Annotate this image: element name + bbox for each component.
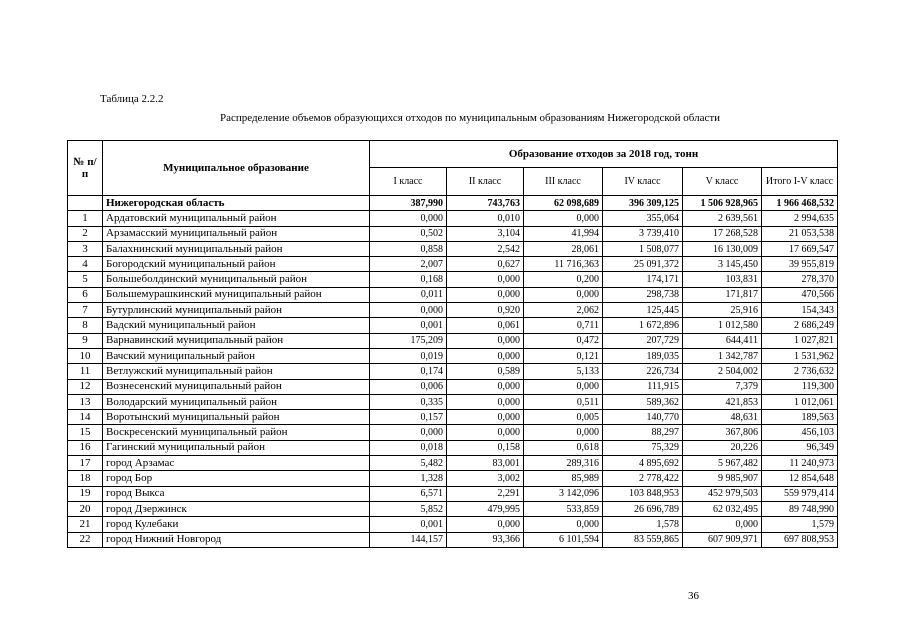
total-value: 1 506 928,965 bbox=[683, 196, 762, 211]
row-value: 0,000 bbox=[447, 379, 524, 394]
row-name: город Нижний Новгород bbox=[103, 532, 370, 547]
header-class-3: III класс bbox=[524, 168, 603, 196]
row-value: 111,915 bbox=[603, 379, 683, 394]
row-value: 4 895,692 bbox=[603, 456, 683, 471]
row-value: 0,005 bbox=[524, 410, 603, 425]
row-number: 5 bbox=[68, 272, 103, 287]
table-title: Распределение объемов образующихся отходов по муниципальным образованиям Нижегородской области bbox=[219, 112, 721, 124]
row-value: 0,001 bbox=[370, 318, 447, 333]
row-value: 0,000 bbox=[683, 517, 762, 532]
row-value: 2 736,632 bbox=[762, 364, 838, 379]
table-row bbox=[68, 303, 838, 318]
row-value: 1 027,821 bbox=[762, 333, 838, 348]
row-number: 6 bbox=[68, 287, 103, 302]
row-value: 0,920 bbox=[447, 303, 524, 318]
table-row bbox=[68, 456, 838, 471]
row-value: 75,329 bbox=[603, 440, 683, 455]
row-number: 3 bbox=[68, 241, 103, 256]
row-name: Вознесенский муниципальный район bbox=[103, 379, 370, 394]
row-value: 0,168 bbox=[370, 272, 447, 287]
row-value: 11 240,973 bbox=[762, 456, 838, 471]
row-value: 0,200 bbox=[524, 272, 603, 287]
row-value: 0,157 bbox=[370, 410, 447, 425]
row-value: 48,631 bbox=[683, 410, 762, 425]
row-value: 3,104 bbox=[447, 226, 524, 241]
row-number: 17 bbox=[68, 456, 103, 471]
table-row bbox=[68, 410, 838, 425]
row-value: 421,853 bbox=[683, 394, 762, 409]
row-number: 9 bbox=[68, 333, 103, 348]
row-value: 5,133 bbox=[524, 364, 603, 379]
row-value: 0,618 bbox=[524, 440, 603, 455]
row-number: 21 bbox=[68, 517, 103, 532]
row-value: 697 808,953 bbox=[762, 532, 838, 547]
row-name: Ардатовский муниципальный район bbox=[103, 211, 370, 226]
row-value: 20,226 bbox=[683, 440, 762, 455]
row-name: Балахнинский муниципальный район bbox=[103, 241, 370, 256]
row-value: 0,000 bbox=[447, 517, 524, 532]
row-value: 298,738 bbox=[603, 287, 683, 302]
row-value: 607 909,971 bbox=[683, 532, 762, 547]
row-value: 2,542 bbox=[447, 241, 524, 256]
row-number: 1 bbox=[68, 211, 103, 226]
table-row bbox=[68, 379, 838, 394]
row-value: 3 142,096 bbox=[524, 486, 603, 501]
row-value: 0,511 bbox=[524, 394, 603, 409]
row-name: Арзамасский муниципальный район bbox=[103, 226, 370, 241]
row-value: 0,019 bbox=[370, 348, 447, 363]
row-value: 0,000 bbox=[447, 287, 524, 302]
row-value: 11 716,363 bbox=[524, 257, 603, 272]
row-name: Ветлужский муниципальный район bbox=[103, 364, 370, 379]
row-value: 83 559,865 bbox=[603, 532, 683, 547]
table-row bbox=[68, 272, 838, 287]
row-value: 140,770 bbox=[603, 410, 683, 425]
row-value: 355,064 bbox=[603, 211, 683, 226]
row-value: 0,858 bbox=[370, 241, 447, 256]
row-value: 1 012,580 bbox=[683, 318, 762, 333]
header-class-2: II класс bbox=[447, 168, 524, 196]
row-value: 189,563 bbox=[762, 410, 838, 425]
row-value: 0,000 bbox=[447, 425, 524, 440]
row-value: 171,817 bbox=[683, 287, 762, 302]
row-value: 0,018 bbox=[370, 440, 447, 455]
row-value: 0,000 bbox=[447, 333, 524, 348]
row-value: 0,001 bbox=[370, 517, 447, 532]
row-value: 62 032,495 bbox=[683, 501, 762, 516]
page-number: 36 bbox=[688, 590, 699, 602]
row-value: 0,000 bbox=[370, 303, 447, 318]
table-row bbox=[68, 348, 838, 363]
row-value: 93,366 bbox=[447, 532, 524, 547]
row-value: 119,300 bbox=[762, 379, 838, 394]
row-value: 1,328 bbox=[370, 471, 447, 486]
row-value: 17 669,547 bbox=[762, 241, 838, 256]
header-class-5: V класс bbox=[683, 168, 762, 196]
row-value: 39 955,819 bbox=[762, 257, 838, 272]
row-name: Бутурлинский муниципальный район bbox=[103, 303, 370, 318]
row-value: 3 739,410 bbox=[603, 226, 683, 241]
row-value: 0,000 bbox=[524, 287, 603, 302]
row-number: 13 bbox=[68, 394, 103, 409]
row-number: 18 bbox=[68, 471, 103, 486]
row-value: 25 091,372 bbox=[603, 257, 683, 272]
row-value: 12 854,648 bbox=[762, 471, 838, 486]
row-name: город Бор bbox=[103, 471, 370, 486]
row-value: 0,000 bbox=[447, 272, 524, 287]
row-number: 2 bbox=[68, 226, 103, 241]
row-value: 0,000 bbox=[524, 517, 603, 532]
row-value: 226,734 bbox=[603, 364, 683, 379]
row-value: 2 639,561 bbox=[683, 211, 762, 226]
row-value: 0,000 bbox=[447, 348, 524, 363]
row-name: Гагинский муниципальный район bbox=[103, 440, 370, 455]
table-row bbox=[68, 241, 838, 256]
header-class-1: I класс bbox=[370, 168, 447, 196]
row-value: 174,171 bbox=[603, 272, 683, 287]
row-value: 7,379 bbox=[683, 379, 762, 394]
row-value: 17 268,528 bbox=[683, 226, 762, 241]
row-value: 125,445 bbox=[603, 303, 683, 318]
row-name: Большеболдинский муниципальный район bbox=[103, 272, 370, 287]
row-value: 1 012,061 bbox=[762, 394, 838, 409]
header-total: Итого I-V класс bbox=[762, 168, 838, 196]
row-value: 0,000 bbox=[370, 211, 447, 226]
row-value: 1 531,962 bbox=[762, 348, 838, 363]
total-value: 1 966 468,532 bbox=[762, 196, 838, 211]
total-num-cell bbox=[68, 196, 103, 211]
row-value: 5,852 bbox=[370, 501, 447, 516]
table-row bbox=[68, 394, 838, 409]
row-value: 2 778,422 bbox=[603, 471, 683, 486]
row-value: 0,502 bbox=[370, 226, 447, 241]
row-value: 479,995 bbox=[447, 501, 524, 516]
total-name: Нижегородская область bbox=[103, 196, 370, 211]
row-name: Воротынский муниципальный район bbox=[103, 410, 370, 425]
row-value: 0,000 bbox=[447, 394, 524, 409]
row-value: 452 979,503 bbox=[683, 486, 762, 501]
header-class-4: IV класс bbox=[603, 168, 683, 196]
row-value: 5 967,482 bbox=[683, 456, 762, 471]
row-number: 4 bbox=[68, 257, 103, 272]
row-value: 6,571 bbox=[370, 486, 447, 501]
table-row bbox=[68, 471, 838, 486]
row-value: 644,411 bbox=[683, 333, 762, 348]
row-value: 2 686,249 bbox=[762, 318, 838, 333]
row-number: 15 bbox=[68, 425, 103, 440]
row-value: 1 508,077 bbox=[603, 241, 683, 256]
row-value: 83,001 bbox=[447, 456, 524, 471]
row-value: 0,011 bbox=[370, 287, 447, 302]
row-value: 0,472 bbox=[524, 333, 603, 348]
row-name: город Выкса bbox=[103, 486, 370, 501]
row-value: 96,349 bbox=[762, 440, 838, 455]
table-row bbox=[68, 486, 838, 501]
row-value: 28,061 bbox=[524, 241, 603, 256]
waste-table bbox=[67, 140, 838, 548]
row-value: 89 748,990 bbox=[762, 501, 838, 516]
row-name: Богородский муниципальный район bbox=[103, 257, 370, 272]
row-number: 19 bbox=[68, 486, 103, 501]
row-value: 367,806 bbox=[683, 425, 762, 440]
row-value: 559 979,414 bbox=[762, 486, 838, 501]
row-value: 41,994 bbox=[524, 226, 603, 241]
header-name: Муниципальное образование bbox=[103, 141, 370, 196]
row-value: 26 696,789 bbox=[603, 501, 683, 516]
header-num: № п/п bbox=[68, 141, 103, 196]
total-value: 743,763 bbox=[447, 196, 524, 211]
row-value: 278,370 bbox=[762, 272, 838, 287]
row-value: 1 342,787 bbox=[683, 348, 762, 363]
row-value: 16 130,009 bbox=[683, 241, 762, 256]
row-value: 88,297 bbox=[603, 425, 683, 440]
row-value: 0,000 bbox=[524, 211, 603, 226]
row-name: Вадский муниципальный район bbox=[103, 318, 370, 333]
row-value: 189,035 bbox=[603, 348, 683, 363]
row-value: 25,916 bbox=[683, 303, 762, 318]
row-value: 175,209 bbox=[370, 333, 447, 348]
table-row bbox=[68, 440, 838, 455]
total-value: 62 098,689 bbox=[524, 196, 603, 211]
row-number: 20 bbox=[68, 501, 103, 516]
row-number: 12 bbox=[68, 379, 103, 394]
table-row bbox=[68, 226, 838, 241]
row-value: 0,010 bbox=[447, 211, 524, 226]
row-value: 289,316 bbox=[524, 456, 603, 471]
row-value: 0,000 bbox=[370, 425, 447, 440]
table-row bbox=[68, 211, 838, 226]
row-value: 533,859 bbox=[524, 501, 603, 516]
row-name: город Дзержинск bbox=[103, 501, 370, 516]
row-value: 456,103 bbox=[762, 425, 838, 440]
total-row bbox=[68, 196, 838, 211]
row-value: 207,729 bbox=[603, 333, 683, 348]
table-row bbox=[68, 501, 838, 516]
row-name: Воскресенский муниципальный район bbox=[103, 425, 370, 440]
row-number: 22 bbox=[68, 532, 103, 547]
row-value: 0,121 bbox=[524, 348, 603, 363]
row-value: 85,989 bbox=[524, 471, 603, 486]
header-group: Образование отходов за 2018 год, тонн bbox=[370, 141, 838, 168]
table-row bbox=[68, 425, 838, 440]
row-value: 0,006 bbox=[370, 379, 447, 394]
row-value: 0,000 bbox=[524, 379, 603, 394]
table-row bbox=[68, 257, 838, 272]
row-value: 0,000 bbox=[524, 425, 603, 440]
row-name: город Арзамас bbox=[103, 456, 370, 471]
row-value: 2 994,635 bbox=[762, 211, 838, 226]
row-number: 7 bbox=[68, 303, 103, 318]
row-value: 2,007 bbox=[370, 257, 447, 272]
row-number: 16 bbox=[68, 440, 103, 455]
row-value: 21 053,538 bbox=[762, 226, 838, 241]
row-value: 1 672,896 bbox=[603, 318, 683, 333]
row-value: 103,831 bbox=[683, 272, 762, 287]
row-name: город Кулебаки bbox=[103, 517, 370, 532]
row-value: 2 504,002 bbox=[683, 364, 762, 379]
row-value: 103 848,953 bbox=[603, 486, 683, 501]
row-value: 5,482 bbox=[370, 456, 447, 471]
table-row bbox=[68, 532, 838, 547]
table-row bbox=[68, 287, 838, 302]
row-value: 6 101,594 bbox=[524, 532, 603, 547]
row-value: 0,158 bbox=[447, 440, 524, 455]
total-value: 396 309,125 bbox=[603, 196, 683, 211]
row-value: 0,711 bbox=[524, 318, 603, 333]
row-number: 10 bbox=[68, 348, 103, 363]
row-value: 0,589 bbox=[447, 364, 524, 379]
row-number: 14 bbox=[68, 410, 103, 425]
row-value: 589,362 bbox=[603, 394, 683, 409]
row-value: 9 985,907 bbox=[683, 471, 762, 486]
total-value: 387,990 bbox=[370, 196, 447, 211]
row-value: 1,578 bbox=[603, 517, 683, 532]
row-name: Большемурашкинский муниципальный район bbox=[103, 287, 370, 302]
row-value: 0,174 bbox=[370, 364, 447, 379]
table-row bbox=[68, 517, 838, 532]
row-value: 0,627 bbox=[447, 257, 524, 272]
row-number: 11 bbox=[68, 364, 103, 379]
row-value: 0,061 bbox=[447, 318, 524, 333]
row-value: 2,291 bbox=[447, 486, 524, 501]
row-value: 0,000 bbox=[447, 410, 524, 425]
row-value: 1,579 bbox=[762, 517, 838, 532]
table-row bbox=[68, 364, 838, 379]
row-value: 3,002 bbox=[447, 471, 524, 486]
row-name: Володарский муниципальный район bbox=[103, 394, 370, 409]
row-value: 470,566 bbox=[762, 287, 838, 302]
row-value: 2,062 bbox=[524, 303, 603, 318]
row-name: Вачский муниципальный район bbox=[103, 348, 370, 363]
row-name: Варнавинский муниципальный район bbox=[103, 333, 370, 348]
table-row bbox=[68, 318, 838, 333]
row-value: 154,343 bbox=[762, 303, 838, 318]
row-number: 8 bbox=[68, 318, 103, 333]
table-caption: Таблица 2.2.2 bbox=[100, 93, 164, 105]
table-row bbox=[68, 333, 838, 348]
row-value: 0,335 bbox=[370, 394, 447, 409]
row-value: 3 145,450 bbox=[683, 257, 762, 272]
row-value: 144,157 bbox=[370, 532, 447, 547]
